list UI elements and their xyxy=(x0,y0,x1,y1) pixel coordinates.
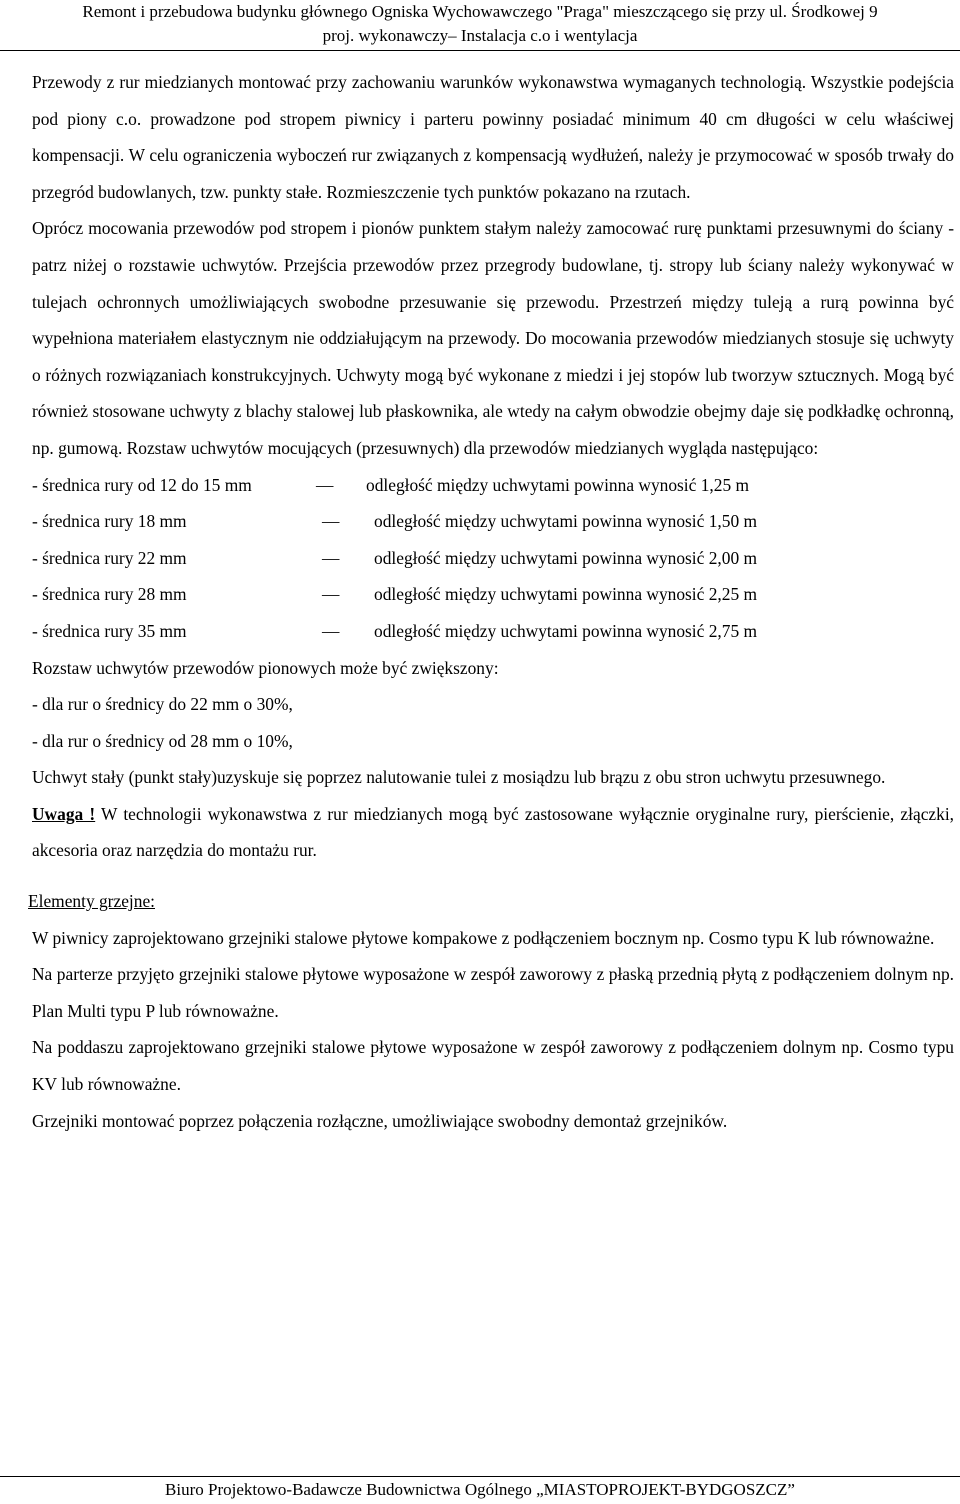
list-item xyxy=(32,540,954,577)
list-item-dash: — xyxy=(322,620,340,641)
paragraph-warning xyxy=(32,796,954,869)
list-item-dash: — xyxy=(322,584,340,605)
list-item xyxy=(32,576,954,613)
list-item-dash: — xyxy=(316,474,334,495)
list-item-diameter: - średnica rury 18 mm xyxy=(32,511,187,532)
header-project-title: Remont i przebudowa budynku głównego Ogniska Wychowawczego "Praga" mieszczącego się przy ul. Środkowej 9 xyxy=(82,2,878,21)
vertical-spacing-item: - dla rur o średnicy od 28 mm o 10%, xyxy=(32,730,293,751)
paragraph-radiators-attic: Na poddaszu zaprojektowano grzejniki stalowe płytowe wyposażone w zespół zaworowy z podłączeniem dolnym np. Cosmo typu KV lub równoważne. xyxy=(32,1037,954,1095)
list-item-spacing: odległość między uchwytami powinna wynosić 1,25 m xyxy=(366,474,750,495)
paragraph-radiators-basement: W piwnicy zaprojektowano grzejniki stalowe płytowe kompakowe z podłączeniem bocznym np. Cosmo typu K lub równoważne. xyxy=(32,927,935,948)
list-item-diameter: - średnica rury 22 mm xyxy=(32,547,187,568)
paragraph-radiators-mounting: Grzejniki montować poprzez połączenia rozłączne, umożliwiające swobodny demontaż grzejników. xyxy=(32,1110,728,1131)
paragraph-copper-pipes: Przewody z rur miedzianych montować przy zachowaniu warunków wykonawstwa wymaganych technologią. Wszystkie podejścia pod piony c.o. prowadzone pod stropem piwnicy i parteru powinny posiadać minimum 40 cm długości w celu właściwej kompensacji. W celu ograniczenia wyboczeń rur związanych z kompensacją wydłużeń, należy je przymocować w sposób trwały do przegród budowlanych, tzw. punkty stałe. Rozmieszczenie tych punktów pokazano na rzutach. xyxy=(32,72,954,202)
spacing-list xyxy=(32,467,954,650)
paragraph-fixed-point: Uchwyt stały (punkt stały)uzyskuje się poprzez nalutowanie tulei z mosiądzu lub brązu z obu stron uchwytu przesuwnego. xyxy=(32,767,886,788)
list-item-diameter: - średnica rury od 12 do 15 mm xyxy=(32,474,252,495)
list-item-spacing: odległość między uchwytami powinna wynosić 2,25 m xyxy=(374,584,758,605)
list-item-diameter: - średnica rury 28 mm xyxy=(32,584,187,605)
paragraph-mounting: Oprócz mocowania przewodów pod stropem i pionów punktem stałym należy zamocować rurę punktami przesuwnymi do ściany - patrz niżej o rozstawie uchwytów. Przejścia przewodów przez przegrody budowlane, tj. stropy lub ściany należy wykonywać w tulejach ochronnych umożliwiających swobodne przesuwanie się przewodu. Przestrzeń między tuleją a rurą powinna być wypełniona materiałem elastycznym nie oddziałującym na przewody. Do mocowania przewodów miedzianych stosuje się uchwyty o różnych rozwiązaniach konstrukcyjnych. Uchwyty mogą być wykonane z miedzi i jej stopów lub tworzyw sztucznych. Mogą być również stosowane uchwyty z blachy stalowej lub płaskownika, ale wtedy na całym obwodzie obejmy daje się podkładkę ochronną, np. gumową. Rozstaw uchwytów mocujących (przesuwnych) dla przewodów miedzianych wygląda następująco: xyxy=(32,218,954,458)
list-item xyxy=(32,467,954,504)
header-project-subtitle: proj. wykonawczy– Instalacja c.o i wentylacja xyxy=(322,26,638,45)
vertical-spacing-item: - dla rur o średnicy do 22 mm o 30%, xyxy=(32,694,293,715)
list-item-dash: — xyxy=(322,547,340,568)
list-item-spacing: odległość między uchwytami powinna wynosić 2,00 m xyxy=(374,547,758,568)
list-item xyxy=(32,503,954,540)
vertical-spacing-intro: Rozstaw uchwytów przewodów pionowych może być zwiększony: xyxy=(32,657,499,678)
section-title-radiators: Elementy grzejne: xyxy=(28,891,155,912)
paragraph-radiators-ground-floor: Na parterze przyjęto grzejniki stalowe płytowe wyposażone w zespół zaworowy z płaską przednią płytą z podłączeniem dolnym np. Plan Multi typu P lub równoważne. xyxy=(32,964,954,1021)
list-item-dash: — xyxy=(322,511,340,532)
list-item-spacing: odległość między uchwytami powinna wynosić 1,50 m xyxy=(374,511,758,532)
page-header xyxy=(0,0,960,51)
list-item-spacing: odległość między uchwytami powinna wynosić 2,75 m xyxy=(374,620,758,641)
document-body xyxy=(28,64,955,1139)
warning-text: W technologii wykonawstwa z rur miedzianych mogą być zastosowane wyłącznie oryginalne rury, pierścienie, złączki, akcesoria oraz narzędzia do montażu rur. xyxy=(32,803,955,861)
list-item-diameter: - średnica rury 35 mm xyxy=(32,620,187,641)
list-item xyxy=(32,613,954,650)
warning-label: Uwaga ! xyxy=(32,803,96,824)
page-footer: Biuro Projektowo-Badawcze Budownictwa Ogólnego „MIASTOPROJEKT-BYDGOSZCZ” xyxy=(0,1476,960,1504)
